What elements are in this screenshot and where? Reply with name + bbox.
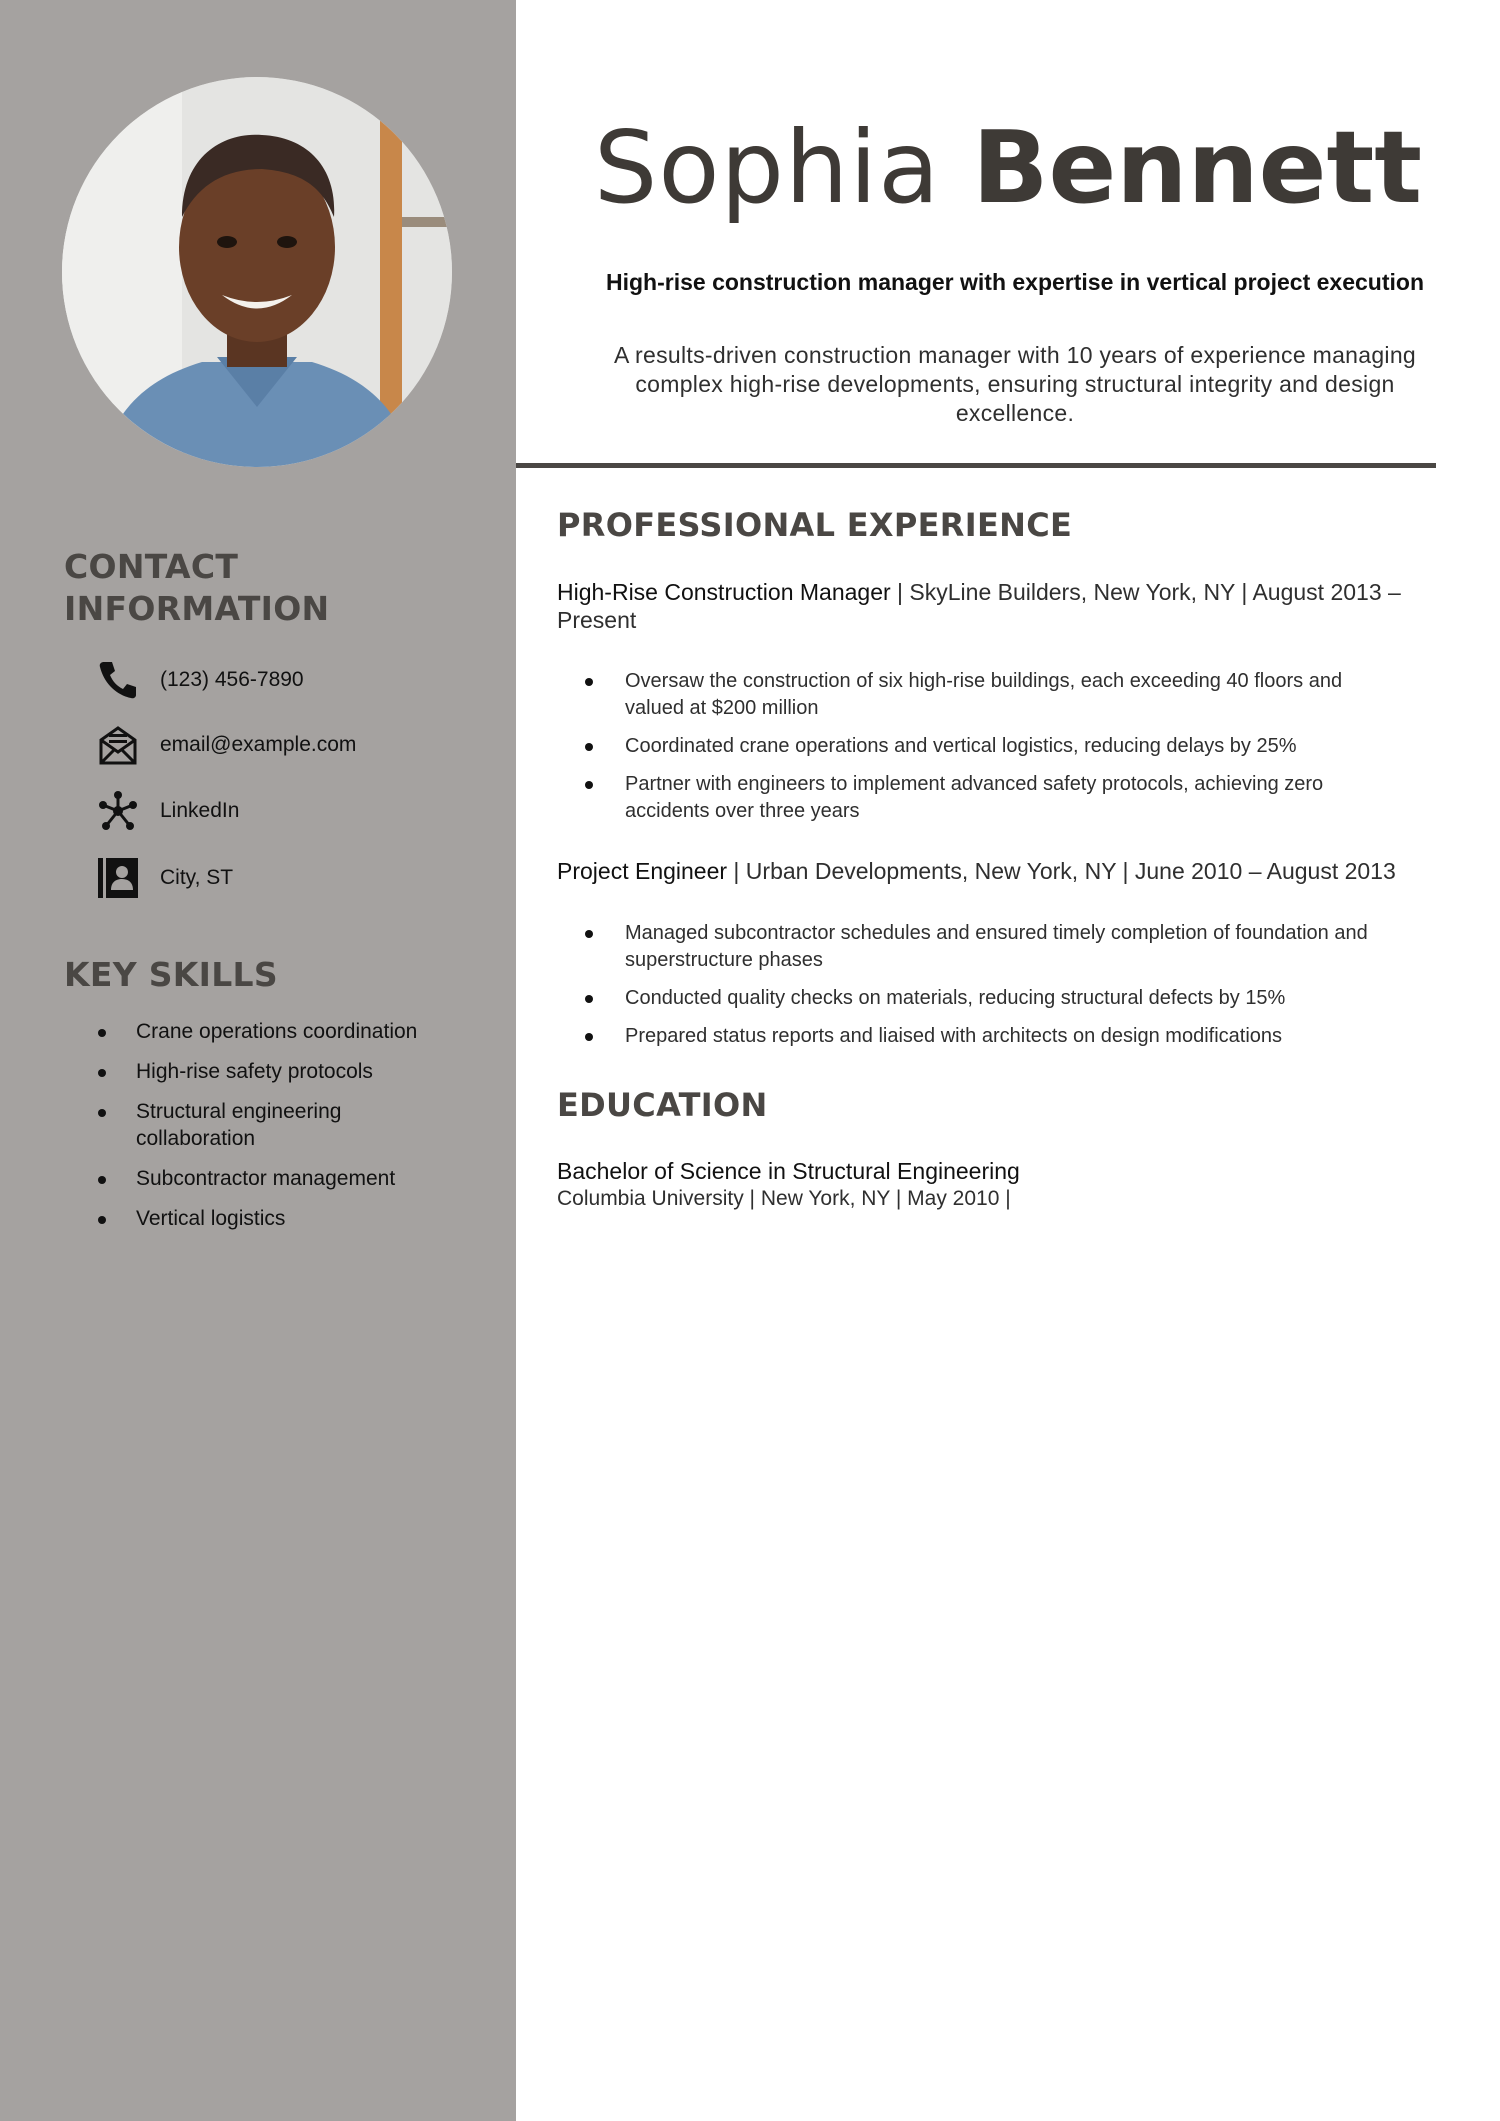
job-details: | Urban Developments, New York, NY | June 2010 – August 2013 bbox=[727, 858, 1396, 884]
job-bullet: Managed subcontractor schedules and ensured timely completion of foundation and superstructure phases bbox=[585, 920, 1405, 974]
candidate-name bbox=[516, 108, 1500, 228]
degree: Bachelor of Science in Structural Engineering bbox=[557, 1158, 1020, 1184]
job-bullet: Conducted quality checks on materials, reducing structural defects by 15% bbox=[585, 985, 1405, 1012]
contact-card-icon bbox=[96, 856, 140, 900]
skill-item: Vertical logistics bbox=[95, 1205, 495, 1232]
job-role: High-Rise Construction Manager bbox=[557, 579, 891, 605]
email-icon bbox=[96, 723, 140, 767]
education-heading: EDUCATION bbox=[557, 1086, 768, 1124]
contact-linkedin bbox=[96, 786, 496, 836]
skills-heading: KEY SKILLS bbox=[64, 955, 278, 994]
skills-list bbox=[95, 1018, 495, 1245]
phone-icon bbox=[96, 658, 140, 702]
first-name: Sophia bbox=[593, 109, 941, 226]
job-role: Project Engineer bbox=[557, 858, 728, 884]
location-text: City, ST bbox=[160, 866, 234, 889]
linkedin-text: LinkedIn bbox=[160, 799, 240, 822]
experience-heading: PROFESSIONAL EXPERIENCE bbox=[557, 506, 1073, 544]
skill-item: Structural engineering collaboration bbox=[95, 1098, 386, 1152]
skill-item: Crane operations coordination bbox=[95, 1018, 495, 1045]
job-bullets bbox=[585, 668, 1405, 836]
job-details: | SkyLine Builders, New York, NY | August 2013 – Present bbox=[557, 579, 1401, 633]
contact-location bbox=[96, 853, 496, 903]
tagline: High-rise construction manager with expertise in vertical project execution bbox=[606, 269, 1424, 295]
contact-phone bbox=[96, 655, 496, 705]
job-bullet: Prepared status reports and liaised with architects on design modifications bbox=[585, 1023, 1405, 1050]
summary: A results-driven construction manager with 10 years of experience managing complex high-rise developments, ensuring structural integrity and design excellence. bbox=[613, 342, 1417, 426]
job-title-line bbox=[557, 857, 1437, 885]
network-icon bbox=[96, 789, 140, 833]
job-bullet: Oversaw the construction of six high-rise buildings, each exceeding 40 floors and valued at $200 million bbox=[585, 668, 1405, 722]
skill-item: High-rise safety protocols bbox=[95, 1058, 495, 1085]
contact-email bbox=[96, 720, 496, 770]
last-name: Bennett bbox=[972, 109, 1423, 226]
skill-item: Subcontractor management bbox=[95, 1165, 495, 1192]
profile-photo bbox=[62, 77, 452, 467]
school: Columbia University | New York, NY | May 2010 | bbox=[557, 1187, 1011, 1210]
email-text: email@example.com bbox=[160, 733, 357, 756]
job-title-line bbox=[557, 578, 1437, 634]
job-bullet: Coordinated crane operations and vertical logistics, reducing delays by 25% bbox=[585, 733, 1405, 760]
phone-text: (123) 456-7890 bbox=[160, 668, 304, 691]
divider bbox=[516, 463, 1436, 468]
job-bullets bbox=[585, 920, 1405, 1061]
portrait-image bbox=[62, 77, 452, 467]
job-bullet: Partner with engineers to implement advanced safety protocols, achieving zero accidents over three years bbox=[585, 771, 1405, 825]
contact-heading: CONTACT INFORMATION bbox=[64, 547, 330, 628]
